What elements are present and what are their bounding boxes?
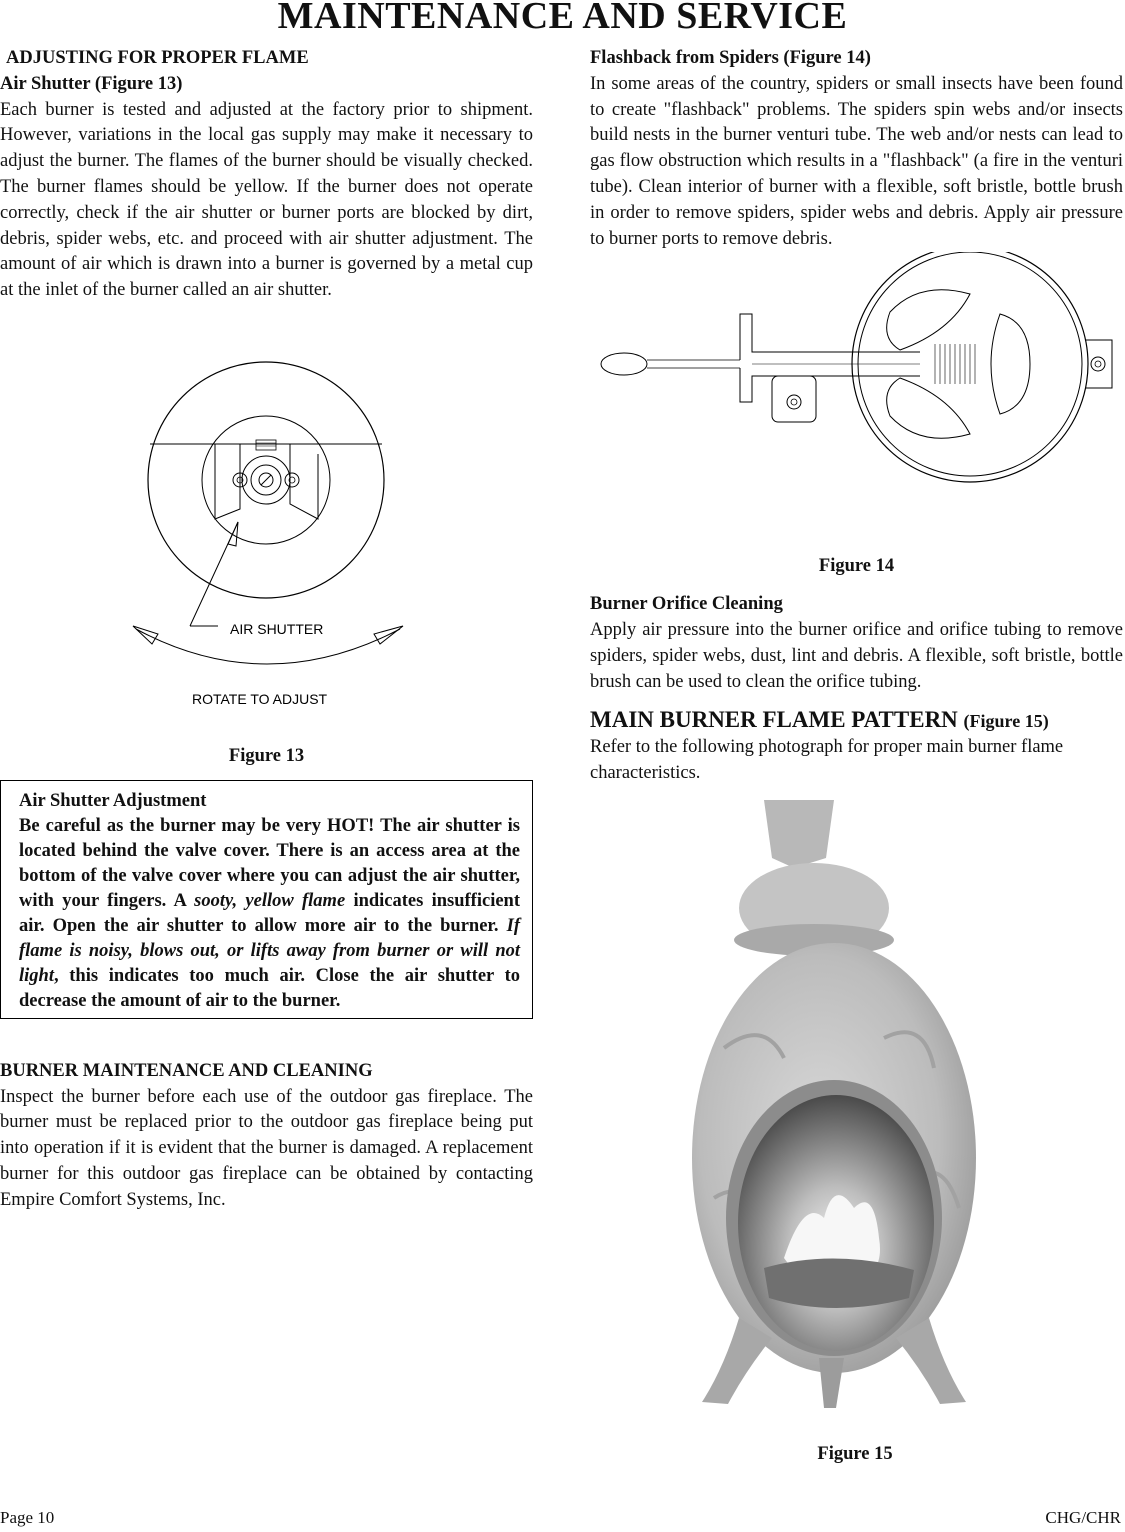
figure-14-caption: Figure 14	[818, 556, 895, 577]
section-heading-adjusting: ADJUSTING FOR PROPER FLAME	[6, 48, 309, 68]
rotate-label: ROTATE TO ADJUST	[192, 690, 328, 707]
air-shutter-adjustment-box	[0, 780, 533, 1019]
right-column	[590, 44, 1123, 787]
flashback-text: In some areas of the country, spiders or small insects have been found to create "flashback" problems. The spiders spin webs and/or insects build nests in the burner venturi tube. The web and/or nests can lead to gas flow obstruction which results in a "flashback" (a fire in the venturi tube). Clean interior of burner with a flexible, soft bristle, bottle brush in order to remove spiders, spider webs and debris. Apply air pressure to burner ports to remove debris.	[590, 73, 1123, 249]
air-shutter-diagram	[0, 304, 533, 744]
page-title: MAINTENANCE AND SERVICE	[277, 0, 848, 37]
flame-pattern-figure-ref: (Figure 15)	[963, 711, 1049, 732]
model-code: CHG/CHR	[1045, 1508, 1121, 1527]
figure-15-caption: Figure 15	[817, 1444, 893, 1464]
box-text-3: , this indicates too much air. Close the air shutter to decrease the amount of air to the burner.	[19, 965, 520, 1011]
orifice-heading: Burner Orifice Cleaning	[590, 594, 783, 615]
air-shutter-heading: Air Shutter (Figure 13)	[0, 73, 183, 94]
figure-13	[0, 304, 533, 744]
box-body	[19, 814, 520, 1014]
maintenance-text: Inspect the burner before each use of the outdoor gas fireplace. The burner must be replaced prior to the outdoor gas fireplace being put into operation if it is evident that the burner is damaged. A replacement burner for this outdoor gas fireplace can be obtained by contacting Empire Comfort Systems, Inc.	[0, 1086, 533, 1210]
flame-pattern-title: MAIN BURNER FLAME PATTERN	[590, 707, 958, 733]
flame-pattern-heading	[590, 707, 1123, 735]
maintenance-heading: BURNER MAINTENANCE AND CLEANING	[0, 1060, 373, 1081]
left-column	[0, 44, 533, 1214]
flashback-heading: Flashback from Spiders (Figure 14)	[590, 48, 871, 68]
air-shutter-text: Each burner is tested and adjusted at the factory prior to shipment. However, variations in the local gas supply may make it necessary to adjust the burner. The flames of the burner should be visually checked. The burner flames should be yellow. If the burner does not operate correctly, check if the air shutter or burner ports are blocked by dirt, debris, spider webs, etc. and proceed with air shutter adjustment. The amount of air which is drawn into a burner is governed by a metal cup at the inlet of the burner called an air shutter.	[0, 99, 533, 301]
orifice-text: Apply air pressure into the burner orifice and orifice tubing to remove spiders, spider webs, dust, lint and debris. A flexible, soft bristle, bottle brush can be used to clean the orifice tubing.	[590, 619, 1123, 692]
figure-14	[590, 252, 1123, 552]
box-text-2: indicates insufficient air. Open the air shutter to allow more air to the burner.	[19, 890, 520, 936]
box-heading: Air Shutter Adjustment	[19, 790, 207, 811]
flame-pattern-text: Refer to the following photograph for proper main burner flame characteristics.	[590, 737, 1064, 783]
air-shutter-label: AIR SHUTTER	[230, 620, 324, 637]
box-text-1: Be careful as the burner may be very HOT! The air shutter is located behind the valve cover. There is an access area at the bottom of the valve cover where you can adjust the air shutter, with your fingers. A	[19, 815, 520, 911]
box-italic-1: sooty, yellow flame	[194, 890, 346, 911]
box-italic-2: If flame is noisy, blows out, or lifts away from burner or will not light	[19, 915, 520, 986]
figure-13-caption: Figure 13	[228, 745, 305, 766]
page-number: Page 10	[0, 1508, 55, 1527]
burner-diagram	[590, 252, 1123, 552]
fireplace-photo	[684, 798, 984, 1410]
